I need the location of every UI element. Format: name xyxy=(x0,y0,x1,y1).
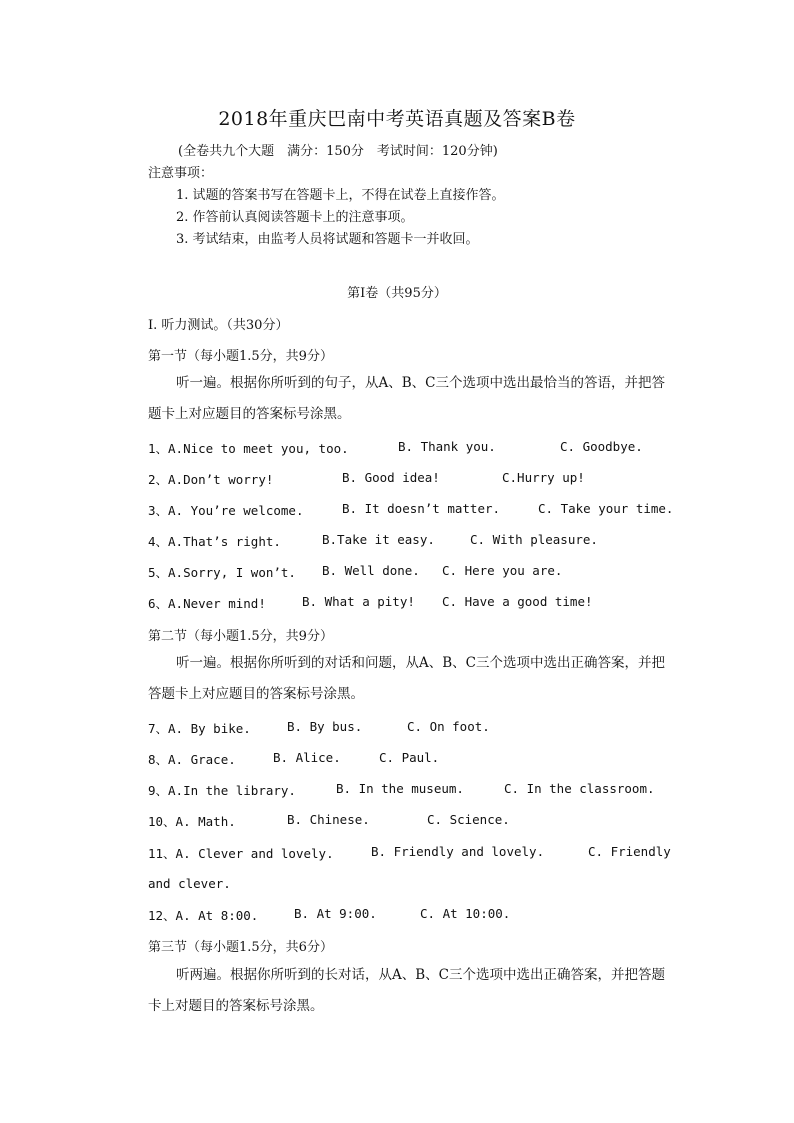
option-c: C. On foot. xyxy=(407,719,490,734)
option-b: B. It doesn’t matter. xyxy=(342,501,501,516)
option-c: C. Paul. xyxy=(379,750,440,765)
option-b: B. Thank you. xyxy=(398,439,496,454)
section-heading: Ⅰ. 听力测试。（共30分） xyxy=(148,318,289,333)
option-c: C. Take your time. xyxy=(538,501,674,516)
instruction-text: 听一遍。根据你所听到的对话和问题，从A、B、C三个选项中选出正确答案，并把答题卡上对应题目的答案标号涂黑。 xyxy=(148,655,665,702)
option-c: C. Science. xyxy=(427,812,510,827)
note-item: 2. 作答前认真阅读答题卡上的注意事项。 xyxy=(176,210,414,225)
option-c: C. Goodbye. xyxy=(560,439,643,454)
option-a: 1、A.Nice to meet you, too. xyxy=(148,441,349,456)
option-a: 8、A. Grace. xyxy=(148,752,236,767)
option-c-continued: and clever. xyxy=(148,876,231,891)
option-b: B.Take it easy. xyxy=(322,532,435,547)
option-c: C.Hurry up! xyxy=(502,470,585,485)
option-b: B. At 9:00. xyxy=(294,906,377,921)
option-c: C. Here you are. xyxy=(442,563,563,578)
option-c: C. Friendly xyxy=(588,844,671,859)
instruction-text: 听一遍。根据你所听到的句子，从A、B、C三个选项中选出最恰当的答语，并把答题卡上对应题目的答案标号涂黑。 xyxy=(148,375,665,422)
note-item: 1. 试题的答案书写在答题卡上，不得在试卷上直接作答。 xyxy=(176,188,505,203)
option-c: C. With pleasure. xyxy=(470,532,598,547)
note-item: 3. 考试结束，由监考人员将试题和答题卡一并收回。 xyxy=(176,232,479,247)
option-a: 6、A.Never mind! xyxy=(148,596,266,611)
option-c: C. At 10:00. xyxy=(420,906,511,921)
option-a: 2、A.Don’t worry! xyxy=(148,472,274,487)
option-a: 7、A. By bike. xyxy=(148,721,251,736)
option-b: B. Good idea! xyxy=(342,470,440,485)
option-a: 11、A. Clever and lovely. xyxy=(148,846,334,861)
subsection-heading: 第一节（每小题1.5分，共9分） xyxy=(148,349,333,364)
option-c: C. Have a good time! xyxy=(442,594,593,609)
option-a: 12、A. At 8:00. xyxy=(148,908,259,923)
option-a: 4、A.That’s right. xyxy=(148,534,281,549)
option-b: B. Chinese. xyxy=(287,812,370,827)
option-b: B. Well done. xyxy=(322,563,420,578)
option-a: 9、A.In the library. xyxy=(148,783,296,798)
option-a: 5、A.Sorry, I won’t. xyxy=(148,565,296,580)
option-a: 10、A. Math. xyxy=(148,814,236,829)
notes-label: 注意事项： xyxy=(148,166,214,181)
subsection-heading: 第三节（每小题1.5分，共6分） xyxy=(148,940,333,955)
part-title: 第Ⅰ卷（共95分） xyxy=(347,286,447,301)
option-a: 3、A. You’re welcome. xyxy=(148,503,304,518)
option-b: B. By bus. xyxy=(287,719,363,734)
option-c: C. In the classroom. xyxy=(504,781,655,796)
subsection-heading: 第二节（每小题1.5分，共9分） xyxy=(148,629,333,644)
page-title: 2018年重庆巴南中考英语真题及答案B卷 xyxy=(218,108,576,130)
option-b: B. In the museum. xyxy=(336,781,464,796)
instruction-text: 听两遍。根据你所听到的长对话，从A、B、C三个选项中选出正确答案，并把答题卡上对题目的答案标号涂黑。 xyxy=(148,967,665,1014)
option-b: B. Alice. xyxy=(273,750,341,765)
option-b: B. What a pity! xyxy=(302,594,415,609)
exam-info: (全卷共九个大题 满分：150分 考试时间：120分钟) xyxy=(178,144,498,159)
option-b: B. Friendly and lovely. xyxy=(371,844,545,859)
